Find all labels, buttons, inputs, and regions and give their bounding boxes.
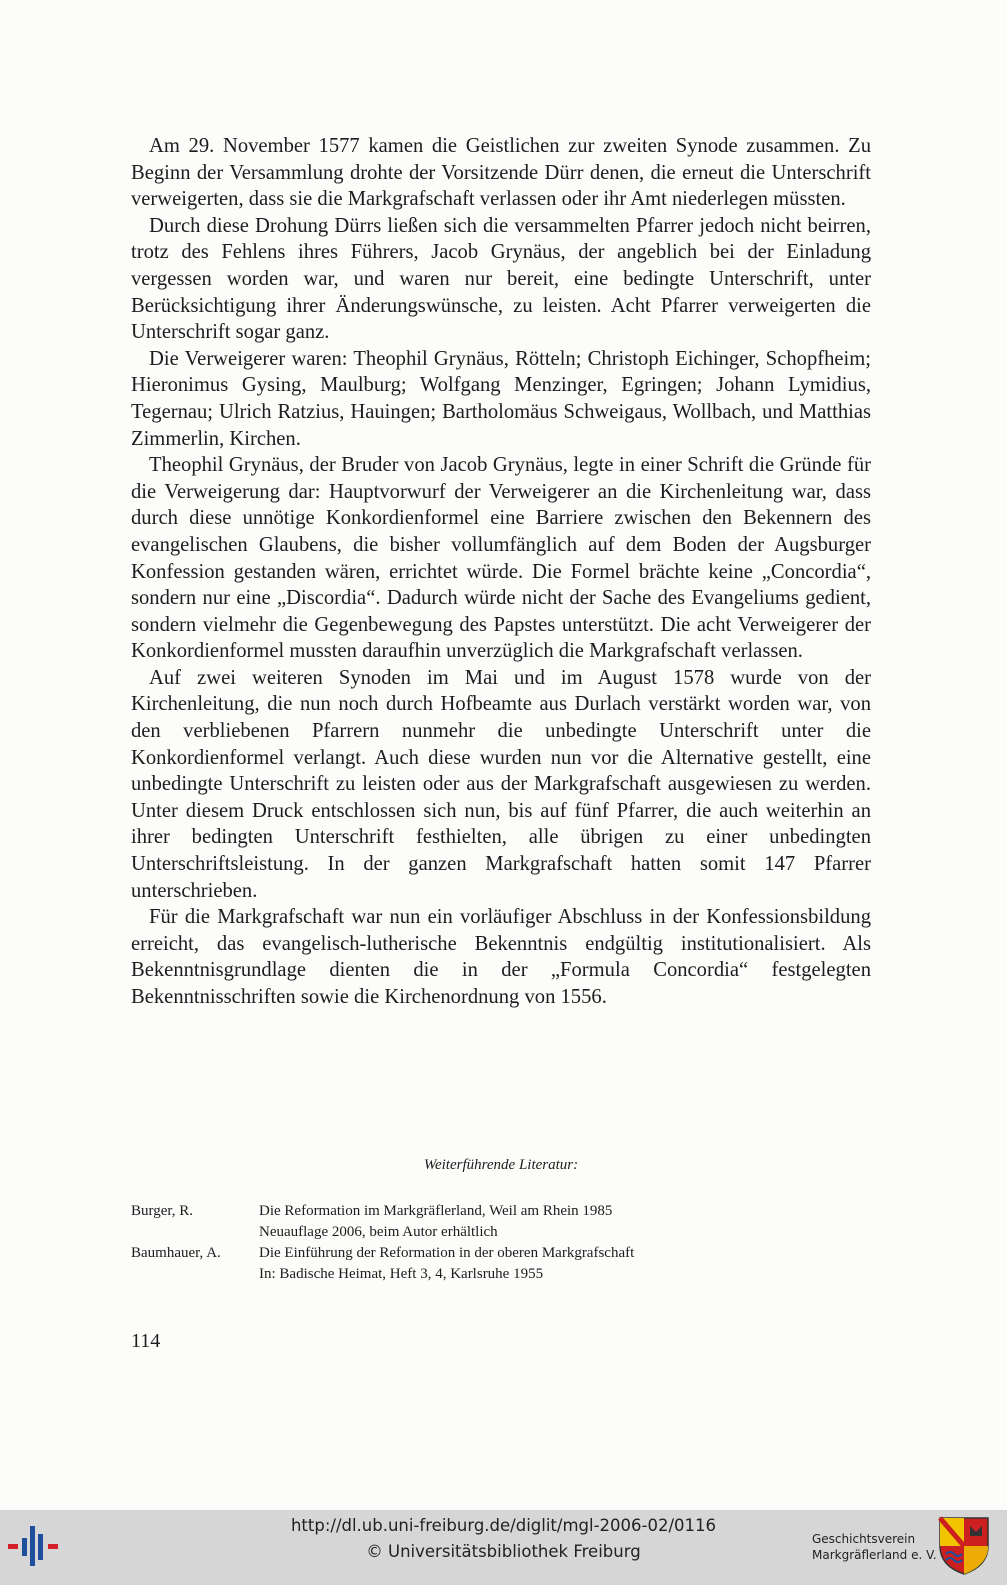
body-text	[131, 133, 871, 1011]
org-name-line2: Markgräflerland e. V.	[812, 1548, 937, 1562]
footer-url-link[interactable]: http://dl.ub.uni-freiburg.de/diglit/mgl-2006-02/0116	[290, 1516, 717, 1535]
paragraph-5: Auf zwei weiteren Synoden im Mai und im August 1578 wurde von der Kirchenleitung, die nun noch durch Hofbeamte aus Durlach verstärkt worden war, von den verbliebenen Pfarrern nunmehr die unbedingte Unterschrift unter die Konkordienformel verlangt. Auch diese wurden nun vor die Alternative gestellt, eine unbedingte Unterschrift zu leisten oder aus der Markgrafschaft ausgewiesen zu werden. Unter diesem Druck entschlossen sich nun, bis auf fünf Pfarrer, die auch weiterhin an ihrer bedingten Unterschrift festhielten, alle übrigen zu einer unbedingten Unterschriftsleistung. In der ganzen Markgrafschaft hatten somit 147 Pfarrer unterschrieben.	[131, 666, 871, 902]
paragraph-2: Durch diese Drohung Dürrs ließen sich die versammelten Pfarrer jedoch nicht beirren, trotz des Fehlens ihres Führers, Jacob Grynäus, der angeblich bei der Einladung vergessen worden war, und waren nur bereit, eine bedingte Unterschrift, unter Berücksichtigung ihrer Änderungswünsche, zu leisten. Acht Pfarrer verweigerten die Unterschrift sogar ganz.	[131, 214, 871, 344]
literature-list	[131, 1201, 871, 1285]
paragraph-4: Theophil Grynäus, der Bruder von Jacob Grynäus, legte in einer Schrift die Gründe für die Verweigerung dar: Hauptvorwurf der Verweigerer an die Kirchenleitung war, dass durch diese unnötige Konkordienformel eine Barriere zwischen den Bekennern des evangelischen Glaubens, die bisher vollumfänglich auf dem Boden der Augsburger Konfession gestanden wären, errichtet würde. Die Formel brächte keine „Concordia“, sondern nur eine „Discordia“. Dadurch würde nicht der Sache des Evangeliums gedient, sondern vielmehr die Gegenbewegung des Papstes unterstützt. Die acht Verweigerer der Konkordienformel mussten daraufhin unverzüglich die Markgrafschaft verlassen.	[131, 454, 871, 663]
literature-author: Burger, R.	[131, 1203, 194, 1219]
footer-copyright: © Universitätsbibliothek Freiburg	[366, 1542, 641, 1561]
paragraph-1: Am 29. November 1577 kamen die Geistlichen zur zweiten Synode zusammen. Zu Beginn der Versammlung drohte der Vorsitzende Dürr denen, die erneut die Unterschrift verweigerten, dass sie die Markgrafschaft verlassen oder ihr Amt niederlegen müssten.	[131, 135, 871, 211]
footer-bar	[0, 1510, 1007, 1585]
paragraph-3: Die Verweigerer waren: Theophil Grynäus, Rötteln; Christoph Eichinger, Schopfheim; Hieronimus Gysing, Maulburg; Wolfgang Menzinger, Egringen; Johann Lymidius, Tegernau; Ulrich Ratzius, Hauingen; Bartholomäus Schweigaus, Wollbach, und Matthias Zimmerlin, Kirchen.	[131, 347, 871, 450]
literature-note: In: Badische Heimat, Heft 3, 4, Karlsruhe 1955	[259, 1266, 544, 1282]
literature-note: Neuauflage 2006, beim Autor erhältlich	[259, 1224, 498, 1240]
paragraph-6: Für die Markgrafschaft war nun ein vorläufiger Abschluss in der Konfessionsbildung erreicht, das evangelisch-lutherische Bekenntnis endgültig institutionalisiert. Als Bekenntnisgrundlage dienten die in der „Formula Concordia“ festgelegten Bekenntnisschriften sowie die Kirchenordnung von 1556.	[131, 906, 871, 1008]
literature-entry	[131, 1201, 871, 1243]
literature-heading: Weiterführende Literatur:	[423, 1157, 579, 1173]
literature-entry	[131, 1243, 871, 1285]
org-name	[812, 1531, 937, 1563]
page-number: 114	[131, 1330, 161, 1352]
literature-title: Die Reformation im Markgräflerland, Weil am Rhein 1985	[259, 1203, 613, 1219]
coat-of-arms-shield-icon[interactable]	[938, 1516, 990, 1576]
literature-title: Die Einführung der Reformation in der oberen Markgrafschaft	[259, 1245, 635, 1261]
literature-author: Baumhauer, A.	[131, 1245, 221, 1261]
org-name-line1: Geschichtsverein	[812, 1532, 916, 1546]
